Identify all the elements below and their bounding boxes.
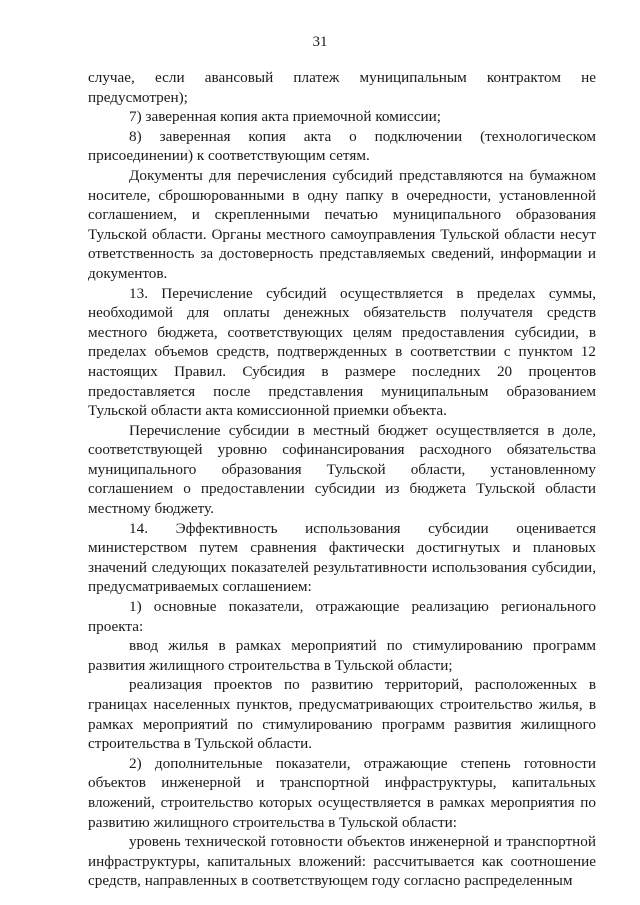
paragraph-item-8: 8) заверенная копия акта о подключении (технологическом присоединении) к соответствующим сетям. xyxy=(88,127,596,165)
paragraph-clause-14: 14. Эффективность использования субсидии оценивается министерством путем сравнения фактически достигнутых и плановых значений следующих показателей результативности использования субсидии, предусматриваемых соглашением: xyxy=(88,519,596,596)
paragraph-clause-13: 13. Перечисление субсидий осуществляется в пределах суммы, необходимой для оплаты денежных обязательств получателя средств местного бюджета, соответствующих целям предоставления субсидии, в пределах объемов средств, подтвержденных в соответствии с пунктом 12 настоящих Правил. Субсидия в размере последних 20 процентов предоставляется после представления муниципальным образованием Тульской области акта комиссионной приемки объекта. xyxy=(88,284,596,420)
document-body xyxy=(88,68,596,891)
paragraph-transfer-budget: Перечисление субсидии в местный бюджет осуществляется в доле, соответствующей уровню софинансирования расходного обязательства муниципального образования Тульской области, установленному соглашением о предоставлении субсидии из бюджета Тульской области местному бюджету. xyxy=(88,421,596,518)
page-number: 31 xyxy=(312,34,328,50)
paragraph-item-7: 7) заверенная копия акта приемочной комиссии; xyxy=(129,108,441,126)
paragraph-indicators-additional: 2) дополнительные показатели, отражающие степень готовности объектов инженерной и транспортной инфраструктуры, капитальных вложений, строительство которых осуществляется в рамках мероприятия по развитию жилищного строительства в Тульской области: xyxy=(88,754,596,831)
paragraph-readiness-level: уровень технической готовности объектов инженерной и транспортной инфраструктуры, капитальных вложений: рассчитывается как соотношение средств, направленных в соответствующем году согласно распределенным xyxy=(88,833,596,890)
paragraph-housing-input: ввод жилья в рамках мероприятий по стимулированию программ развития жилищного строительства в Тульской области; xyxy=(88,637,596,674)
paragraph-territory-projects: реализация проектов по развитию территорий, расположенных в границах населенных пунктов, предусматривающих строительство жилья, в рамках мероприятий по стимулированию программ развития жилищного строительства в Тульской области. xyxy=(88,676,596,753)
paragraph-continuation: случае, если авансовый платеж муниципальным контрактом не предусмотрен); xyxy=(88,69,596,106)
paragraph-indicators-main: 1) основные показатели, отражающие реализацию регионального проекта: xyxy=(88,598,596,635)
paragraph-documents: Документы для перечисления субсидий представляются на бумажном носителе, сброшюрованными в одну папку в очередности, установленной соглашением, и скрепленными печатью муниципального образования Тульской области. Органы местного самоуправления Тульской области несут ответственность за достоверность представляемых сведений, информации и документов. xyxy=(88,166,596,282)
